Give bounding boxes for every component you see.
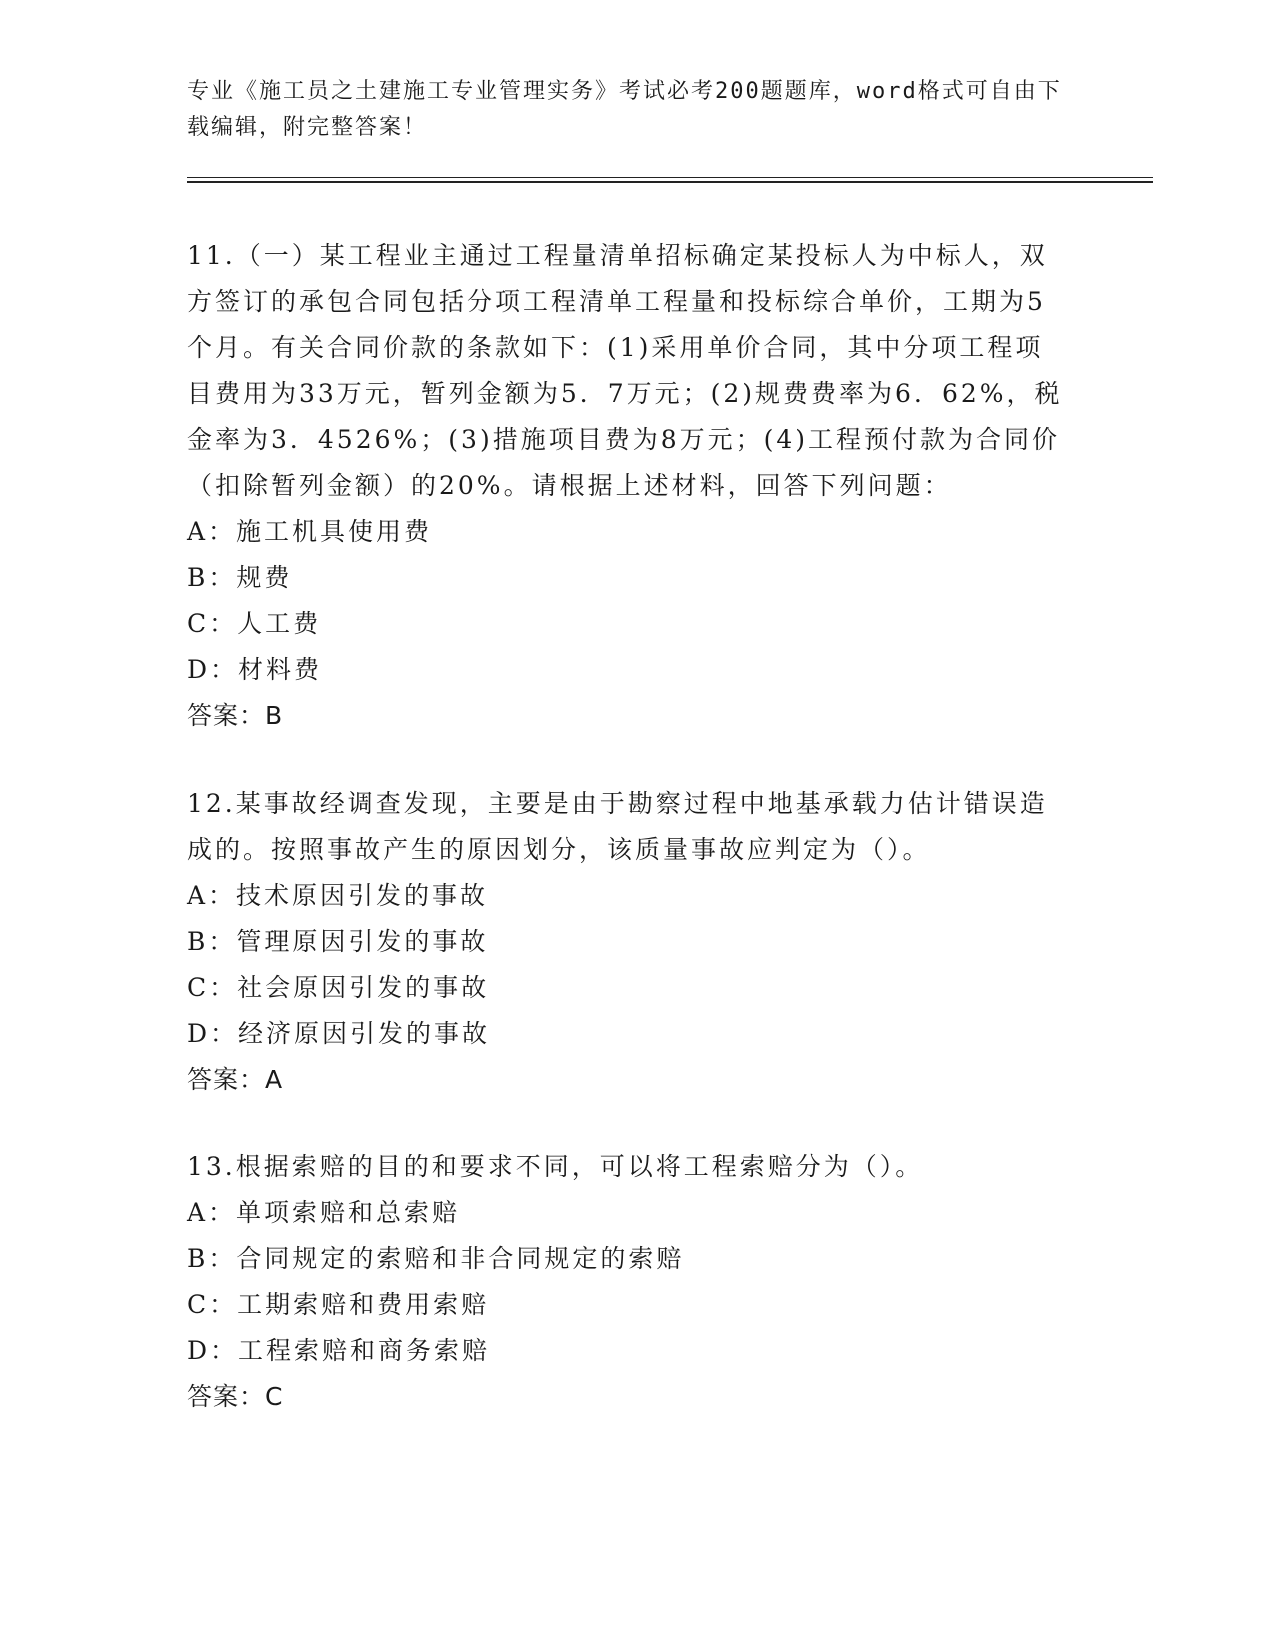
document-header: 专业《施工员之土建施工专业管理实务》考试必考200题题库，word格式可自由下载编辑，附完整答案！: [187, 79, 1062, 140]
question-stem: 12.某事故经调查发现，主要是由于勘察过程中地基承载力估计错误造成的。按照事故产生的原因划分，该质量事故应判定为（）。: [187, 789, 1048, 864]
question-stem: 11.（一）某工程业主通过工程量清单招标确定某投标人为中标人，双方签订的承包合同包括分项工程清单工程量和投标综合单价，工期为5个月。有关合同价款的条款如下：(1)采用单价合同，其中分项工程项目费用为33万元，暂列金额为5．7万元；(2)规费费率为6．62%，税金率为3．4526%；(3)措施项目费为8万元；(4)工程预付款为合同价（扣除暂列金额）的20%。请根据上述材料，回答下列问题：: [187, 241, 1063, 500]
option-a: A：施工机具使用费: [187, 517, 433, 546]
option-b: B：管理原因引发的事故: [187, 927, 489, 956]
option-c: C：社会原因引发的事故: [187, 973, 490, 1002]
option-a: A：单项索赔和总索赔: [187, 1198, 461, 1227]
question-stem: 13.根据索赔的目的和要求不同，可以将工程索赔分为（）。: [187, 1152, 924, 1181]
option-a: A：技术原因引发的事故: [187, 881, 489, 910]
answer-line: 答案：C: [187, 1382, 284, 1411]
question-block: [187, 1144, 1067, 1420]
option-d: D：材料费: [187, 655, 323, 684]
header-divider-top: [187, 177, 1153, 178]
option-d: D：工程索赔和商务索赔: [187, 1336, 491, 1365]
option-b: B：合同规定的索赔和非合同规定的索赔: [187, 1244, 685, 1273]
answer-line: 答案：B: [187, 701, 284, 730]
question-block: [187, 781, 1067, 1103]
answer-line: 答案：A: [187, 1065, 284, 1094]
option-d: D：经济原因引发的事故: [187, 1019, 491, 1048]
option-c: C：人工费: [187, 609, 322, 638]
option-b: B：规费: [187, 563, 293, 592]
question-block: [187, 233, 1067, 739]
option-c: C：工期索赔和费用索赔: [187, 1290, 490, 1319]
header-divider-bottom: [187, 181, 1153, 183]
